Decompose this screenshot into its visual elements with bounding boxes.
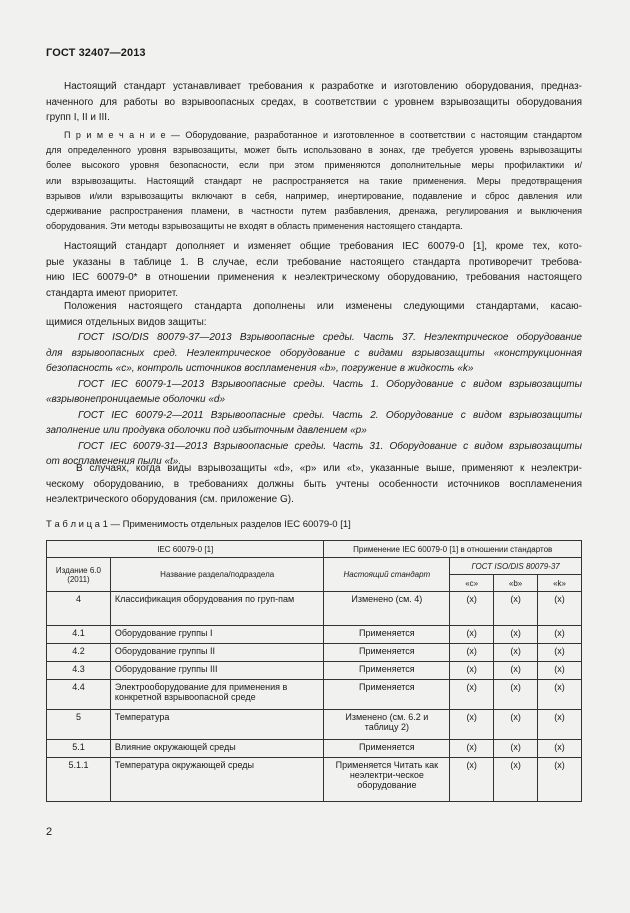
protection-types-line: В случаях, когда виды взрывозащиты «d», «p» или «t», указанные выше, применяют к неэлектри-: [76, 463, 582, 474]
table-caption: Т а б л и ц а 1 — Применимость отдельных разделов IEC 60079-0 [1]: [46, 519, 351, 530]
intro-paragraph: [46, 79, 582, 126]
intro-line: Настоящий стандарт устанавливает требования к разработке и изготовлению оборудования, предназ-: [64, 81, 582, 92]
mark-k: (x): [538, 644, 582, 662]
mark-b: (x): [494, 626, 538, 644]
header-section-name: Название раздела/подраздела: [110, 558, 324, 592]
section-name: Влияние окружающей среды: [110, 740, 324, 758]
header-type-c: «c»: [450, 575, 494, 592]
header-iec-standard: IEC 60079-0 [1]: [47, 541, 324, 558]
applicability-table: [46, 540, 582, 802]
note-line: или взрывозащиты. Настоящий стандарт не распространяется на такие применения. Меры предотвращения: [46, 175, 582, 186]
table-row: [47, 710, 582, 740]
supplement-line: рые указаны в таблице 1. В случае, если требование настоящего стандарта противоречит требова-: [46, 256, 582, 268]
standard-reference-line: ГОСТ IEC 60079-2—2011 Взрывоопасные среды. Часть 2. Оборудование с видом взрывозащиты: [78, 409, 582, 421]
table-row: [47, 758, 582, 802]
standard-reference-line: от воспламенения пыли «t».: [46, 456, 182, 467]
mark-b: (x): [494, 662, 538, 680]
standards-intro-paragraph: [46, 299, 582, 330]
section-number: 4.4: [47, 680, 111, 710]
document-header-title: ГОСТ 32407—2013: [46, 47, 146, 59]
mark-c: (x): [450, 626, 494, 644]
mark-k: (x): [538, 626, 582, 644]
intro-line: групп I, II и III.: [46, 112, 110, 123]
supplement-line: Настоящий стандарт дополняет и изменяет общие требования IEC 60079-0 [1], кроме тех, кото-: [64, 241, 582, 252]
mark-b: (x): [494, 644, 538, 662]
section-name: Оборудование группы II: [110, 644, 324, 662]
supplement-line: стандарта имеют приоритет.: [46, 287, 178, 299]
mark-k: (x): [538, 710, 582, 740]
mark-b: (x): [494, 592, 538, 626]
mark-k: (x): [538, 680, 582, 710]
supplement-line: нию IEC 60079-0* в отношении применения к неэлектрическому оборудованию, требования настоящего: [46, 272, 582, 283]
table-row: [47, 626, 582, 644]
section-name: Температура окружающей среды: [110, 758, 324, 802]
protection-types-line: ческому оборудованию, в требованиях должны быть учтены особенности источников воспламенения: [46, 478, 582, 490]
mark-b: (x): [494, 680, 538, 710]
mark-b: (x): [494, 740, 538, 758]
standard-reference-line: ГОСТ ISO/DIS 80079-37—2013 Взрывоопасные среды. Часть 37. Неэлектрическое оборудование: [78, 332, 582, 343]
note-line: для определенного уровня взрывозащиты, может быть использовано в зонах, где требуется уровень взрывозащиты: [46, 145, 582, 156]
section-name: Классификация оборудования по груп-пам: [110, 592, 324, 626]
note-line: взрывов и/или взрывозащиты включают в себя, например, инертирование, подавление и сброс давления или: [46, 190, 582, 201]
intro-line: наченного для работы во взрывоопасных средах, в соответствии с уровнем взрывозащиты оборудования: [46, 96, 582, 108]
section-status: Изменено (см. 6.2 и таблицу 2): [324, 710, 450, 740]
table-row: [47, 592, 582, 626]
section-status: Применяется: [324, 680, 450, 710]
mark-c: (x): [450, 680, 494, 710]
note-block: [46, 128, 582, 234]
mark-c: (x): [450, 662, 494, 680]
mark-c: (x): [450, 592, 494, 626]
section-name: Оборудование группы I: [110, 626, 324, 644]
section-status: Применяется: [324, 626, 450, 644]
section-number: 5.1.1: [47, 758, 111, 802]
standard-reference-line: «взрывонепроницаемые оболочки «d»: [46, 394, 226, 405]
supplement-paragraph: [46, 239, 582, 301]
header-application: Применение IEC 60079-0 [1] в отношении стандартов: [324, 541, 582, 558]
standards-intro-line: Положения настоящего стандарта дополнены или изменены следующими стандартами, касаю-: [64, 301, 582, 312]
section-number: 4.1: [47, 626, 111, 644]
mark-b: (x): [494, 710, 538, 740]
header-type-b: «b»: [494, 575, 538, 592]
section-number: 4.3: [47, 662, 111, 680]
protection-types-paragraph: [46, 461, 582, 508]
protection-types-line: неэлектрического оборудования (см. приложение G).: [46, 494, 294, 505]
section-name: Оборудование группы III: [110, 662, 324, 680]
note-line: оборудования. Эти методы взрывозащиты не входят в область применения настоящего стандарта.: [46, 221, 463, 232]
page-number: 2: [46, 826, 53, 838]
section-status: Применяется: [324, 662, 450, 680]
header-edition: Издание 6.0 (2011): [47, 558, 111, 592]
standard-reference-line: безопасность «c», контроль источников воспламенения «b», погружение в жидкость «k»: [46, 363, 474, 374]
note-line: П р и м е ч а н и е — Оборудование, разработанное и изготовленное в соответствии с настоящим стандартом: [64, 130, 582, 140]
mark-k: (x): [538, 740, 582, 758]
section-number: 4: [47, 592, 111, 626]
mark-c: (x): [450, 740, 494, 758]
standard-reference-line: ГОСТ IEC 60079-31—2013 Взрывоопасные среды. Часть 31. Оборудование с видом взрывозащиты: [78, 440, 582, 452]
section-name: Электрооборудование для применения в конкретной взрывоопасной среде: [110, 680, 324, 710]
mark-k: (x): [538, 592, 582, 626]
section-status: Изменено (см. 4): [324, 592, 450, 626]
mark-c: (x): [450, 710, 494, 740]
section-status: Применяется: [324, 644, 450, 662]
table-row: [47, 644, 582, 662]
header-type-k: «k»: [538, 575, 582, 592]
section-number: 5.1: [47, 740, 111, 758]
referenced-standards-list: [46, 330, 582, 470]
section-number: 5: [47, 710, 111, 740]
mark-k: (x): [538, 662, 582, 680]
note-line: сдерживание распространения пламени, в частности путем разбавления, дренажа, регулирования и выключения: [46, 205, 582, 216]
standard-reference-line: для взрывоопасных сред. Неэлектрическое оборудование с видами взрывозащиты «конструкционная: [46, 347, 582, 359]
standard-reference-line: заполнение или продувка оболочки под избыточным давлением «p»: [46, 425, 367, 436]
standards-intro-line: щимися отдельных видов защиты:: [46, 316, 207, 328]
header-this-standard: Настоящий стандарт: [324, 558, 450, 592]
mark-c: (x): [450, 644, 494, 662]
table-row: [47, 740, 582, 758]
section-number: 4.2: [47, 644, 111, 662]
mark-k: (x): [538, 758, 582, 802]
section-status: Применяется: [324, 740, 450, 758]
table-row: [47, 662, 582, 680]
mark-c: (x): [450, 758, 494, 802]
section-name: Температура: [110, 710, 324, 740]
standard-reference-line: ГОСТ IEC 60079-1—2013 Взрывоопасные среды. Часть 1. Оборудование с видом взрывозащиты: [78, 378, 582, 390]
note-line: более высокого уровня безопасности, если при этом применяются дополнительные меры профилактики и/: [46, 160, 582, 171]
mark-b: (x): [494, 758, 538, 802]
header-gost-iso: ГОСТ ISO/DIS 80079-37: [450, 558, 582, 575]
table-row: [47, 680, 582, 710]
section-status: Применяется Читать как неэлектри-ческое оборудование: [324, 758, 450, 802]
